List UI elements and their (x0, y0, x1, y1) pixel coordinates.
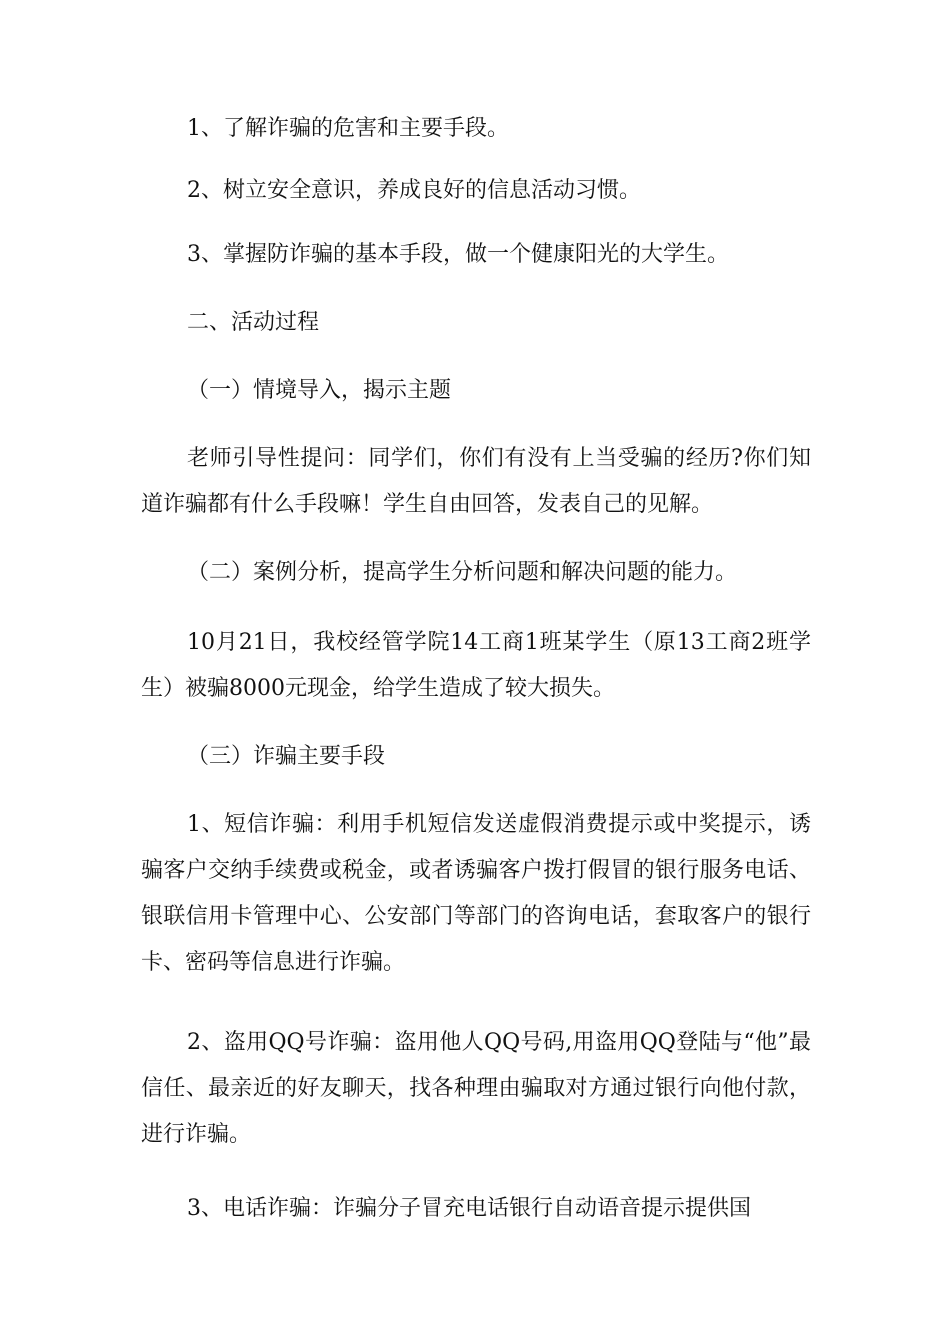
objective-1: 1、了解诈骗的危害和主要手段。 (187, 116, 509, 141)
subsection-heading-2: （二）案例分析，提高学生分析问题和解决问题的能力。 (187, 560, 738, 585)
paragraph-sms-fraud: 1、短信诈骗：利用手机短信发送虚假消费提示或中奖提示，诱骗客户交纳手续费或税金，或者诱骗客户拨打假冒的银行服务电话、银联信用卡管理中心、公安部门等部门的咨询电话，套取客户的银行卡、密码等信息进行诈骗。 (141, 812, 811, 975)
objective-3: 3、掌握防诈骗的基本手段，做一个健康阳光的大学生。 (187, 242, 729, 267)
paragraph-phone-fraud: 3、电话诈骗：诈骗分子冒充电话银行自动语音提示提供国 (187, 1196, 751, 1221)
section-heading-activity-process: 二、活动过程 (187, 310, 320, 335)
objective-2: 2、树立安全意识，养成良好的信息活动习惯。 (187, 178, 641, 203)
paragraph-qq-fraud: 2、盗用QQ号诈骗：盗用他人QQ号码,用盗用QQ登陆与“他”最信任、最亲近的好友聊天，找各种理由骗取对方通过银行向他付款，进行诈骗。 (141, 1030, 811, 1147)
paragraph-case: 10月21日，我校经管学院14工商1班某学生（原13工商2班学生）被骗8000元现金，给学生造成了较大损失。 (141, 630, 811, 701)
subsection-heading-1: （一）情境导入，揭示主题 (187, 378, 452, 403)
subsection-heading-3: （三）诈骗主要手段 (187, 744, 386, 769)
paragraph-teacher-question: 老师引导性提问：同学们，你们有没有上当受骗的经历?你们知道诈骗都有什么手段嘛！学生自由回答，发表自己的见解。 (141, 446, 811, 517)
